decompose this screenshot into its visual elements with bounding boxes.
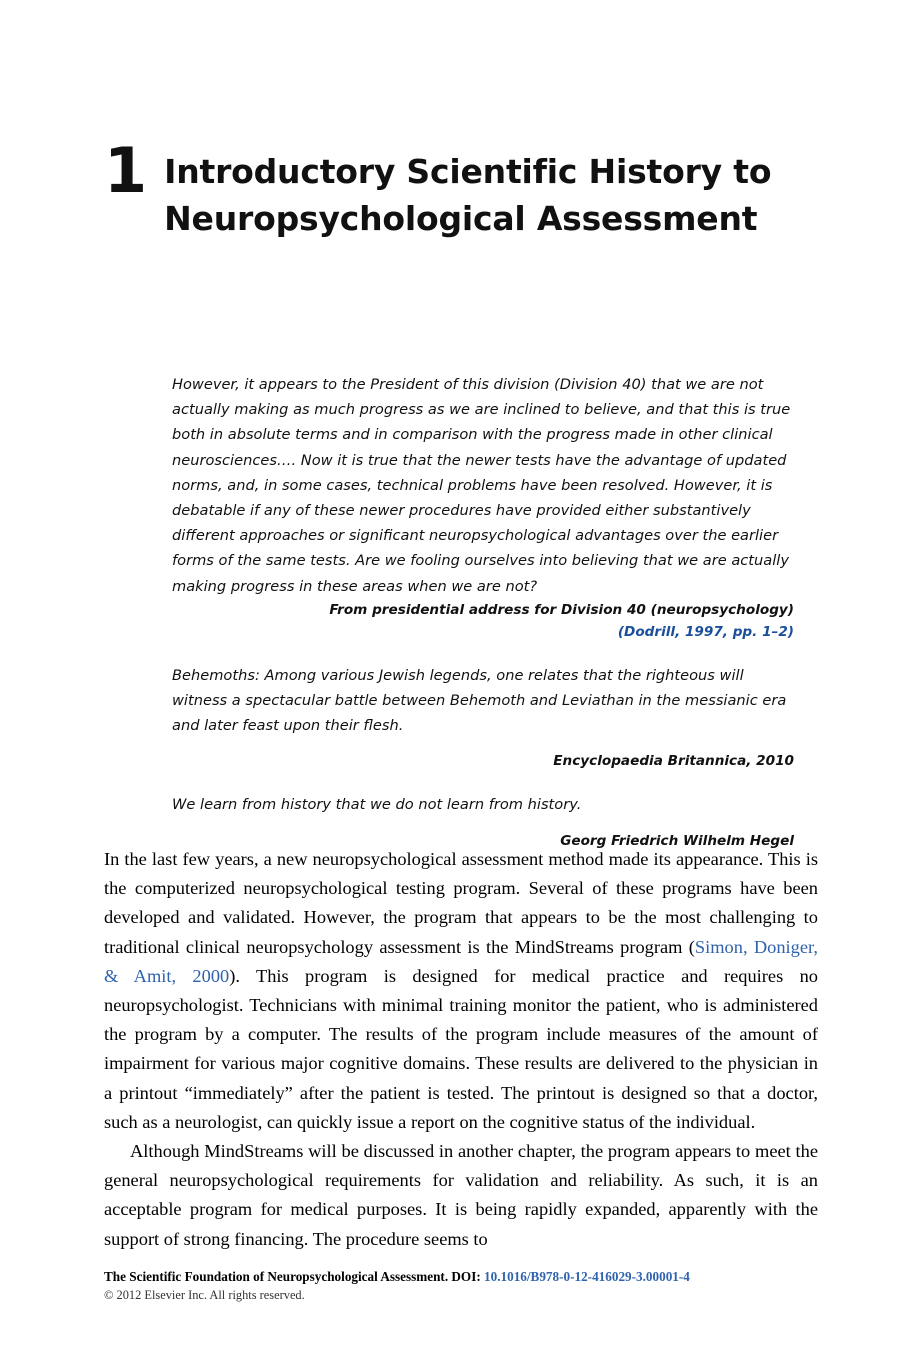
epigraph-text: We learn from history that we do not learn from history.: [172, 796, 582, 814]
paragraph-1-part-a: In the last few years, a new neuropsychological assessment method made its appearance. This is the computerized neuropsychological testing program. Several of these programs have been developed and validated. However, the program that appears to be the most challenging to traditional clinical neuropsychology assessment is the MindStreams program (: [104, 849, 818, 957]
epigraph-attribution: From presidential address for Division 40 (neuropsychology): [329, 601, 794, 618]
epigraph-text: However, it appears to the President of this division (Division 40) that we are not actually making as much progress as we are inclined to believe, and that this is true both in absolute terms and in comparison with the progress made in other clinical neurosciences…. Now it is true that the newer tests have the advantage of updated norms, and, in some cases, technical problems have been resolved. However, it is debatable if any of these newer procedures have provided either substantively different approaches or significant neuropsychological advantages over the earlier forms of the same tests. Are we fooling ourselves into believing that we are actually making progress in these areas when we are not?: [172, 376, 791, 595]
spacer: [172, 738, 794, 750]
epigraph-attribution: Encyclopaedia Britannica, 2010: [553, 753, 794, 770]
spacer: [172, 818, 794, 830]
body-paragraph-1: [104, 845, 818, 1137]
epigraph-block: [172, 372, 794, 852]
page-title: Introductory Scientific History to Neuropsychological Assessment: [164, 152, 772, 238]
body-text: [104, 845, 818, 1254]
footer-copyright: © 2012 Elsevier Inc. All rights reserved.: [104, 1288, 305, 1302]
footer-source-line: [104, 1268, 818, 1286]
chapter-heading: [104, 134, 804, 242]
paragraph-1-part-b: ). This program is designed for medical practice and requires no neuropsychologist. Technicians with minimal training monitor the patient, who is administered the program by a computer. The results of the program include measures of the amount of impairment for various major cognitive domains. These results are delivered to the physician in a printout “immediately” after the patient is tested. The printout is designed so that a doctor, such as a neurologist, can quickly issue a report on the cognitive status of the individual.: [104, 965, 818, 1132]
footer-title: The Scientific Foundation of Neuropsychological Assessment. DOI:: [104, 1269, 485, 1284]
chapter-number: 1: [104, 134, 147, 207]
doi-link[interactable]: 10.1016/B978-0-12-416029-3.00001-4: [484, 1269, 690, 1284]
citation-link[interactable]: Simon, Doniger, & Amit, 2000: [104, 936, 818, 986]
page-footer: [104, 1268, 818, 1304]
epigraph-text: Behemoths: Among various Jewish legends, one relates that the righteous will witness a spectacular battle between Behemoth and Leviathan in the messianic era and later feast upon their flesh.: [172, 666, 787, 735]
body-paragraph-2: Although MindStreams will be discussed in another chapter, the program appears to meet the general neuropsychological requirements for validation and reliability. As such, it is an acceptable program for medical purposes. It is being rapidly expanded, apparently with the support of strong financing. The procedure seems to: [104, 1141, 818, 1249]
epigraph-attribution: Georg Friedrich Wilhelm Hegel: [560, 832, 794, 849]
spacer: [172, 772, 794, 792]
epigraph-citation-link[interactable]: (Dodrill, 1997, pp. 1–2): [617, 623, 794, 640]
spacer: [172, 643, 794, 663]
